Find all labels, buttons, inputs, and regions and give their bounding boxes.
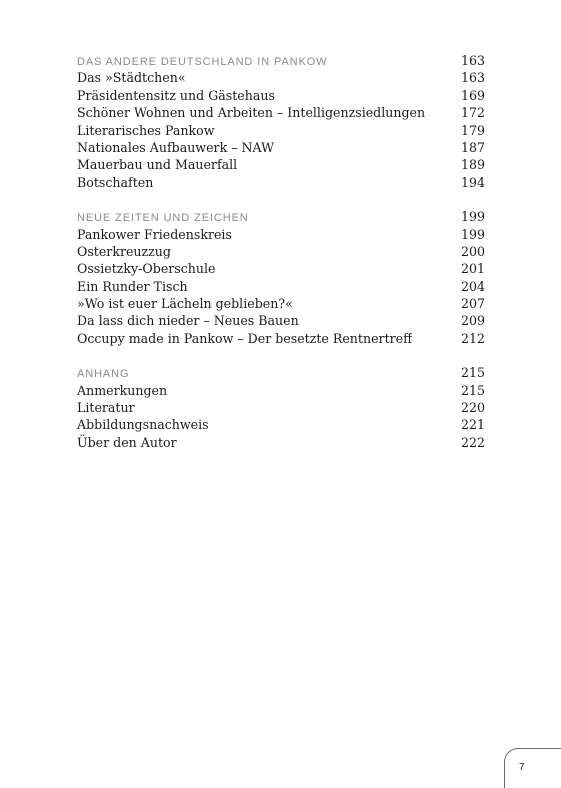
- toc-entry-title: Osterkreuzzug: [77, 243, 171, 259]
- toc-entry-page: 220: [460, 400, 485, 416]
- toc-entry-title: Ein Runder Tisch: [77, 278, 188, 294]
- toc-entry-page: 163: [460, 70, 485, 86]
- toc-entry-page: 200: [460, 243, 485, 259]
- section-heading: [77, 52, 485, 69]
- toc-entry: [77, 295, 485, 312]
- toc-entry: [77, 87, 485, 104]
- toc-entry-title: Mauerbau und Mauerfall: [77, 157, 238, 173]
- page-number: 7: [519, 762, 525, 773]
- section-heading-page: 163: [460, 53, 485, 68]
- toc-entry-title: Literatur: [77, 400, 135, 416]
- toc-entry-page: 221: [460, 417, 485, 433]
- toc-entry-page: 169: [460, 87, 485, 103]
- toc-entry-title: Da lass dich nieder – Neues Bauen: [77, 313, 299, 329]
- toc-entry: [77, 382, 485, 399]
- toc-entry-title: Schöner Wohnen und Arbeiten – Intelligenzsiedlungen: [77, 105, 426, 121]
- toc-entry-title: Occupy made in Pankow – Der besetzte Rentnertreff: [77, 330, 413, 346]
- toc-entry: [77, 156, 485, 173]
- toc-entry-page: 179: [460, 122, 485, 138]
- toc-entry-page: 172: [460, 105, 485, 121]
- toc-entry: [77, 139, 485, 156]
- toc-section-anhang: [77, 364, 485, 451]
- section-heading: [77, 208, 485, 225]
- toc-entry-title: Nationales Aufbauwerk – NAW: [77, 139, 275, 155]
- toc-entry-page: 212: [460, 330, 485, 346]
- section-heading-page: 199: [460, 209, 485, 225]
- toc-entry-title: Anmerkungen: [77, 382, 168, 398]
- page-number-tab: [504, 748, 561, 788]
- section-heading-title: NEUE ZEITEN UND ZEICHEN: [77, 212, 249, 225]
- toc-entry-page: 199: [460, 226, 485, 242]
- toc-section-das-andere-deutschland: [77, 52, 485, 191]
- toc-entry-page: 187: [460, 139, 485, 155]
- toc-entry-title: Botschaften: [77, 174, 154, 190]
- toc-entry-title: Abbildungsnachweis: [77, 417, 209, 433]
- toc-entry-title: Pankower Friedenskreis: [77, 226, 232, 242]
- toc-entry-title: Präsidentensitz und Gästehaus: [77, 87, 275, 103]
- toc-entry: [77, 330, 485, 347]
- toc-entry-title: Das »Städtchen«: [77, 70, 186, 86]
- toc-entry: [77, 434, 485, 451]
- toc-entry: [77, 278, 485, 295]
- toc-entry: [77, 243, 485, 260]
- toc-entry: [77, 312, 485, 329]
- toc-entry-page: 215: [460, 382, 485, 398]
- toc-entry: [77, 399, 485, 416]
- toc-entry-page: 189: [460, 157, 485, 173]
- section-heading-title: DAS ANDERE DEUTSCHLAND IN PANKOW: [77, 56, 328, 68]
- toc-entry-page: 222: [460, 434, 485, 450]
- toc-entry-page: 194: [460, 174, 485, 190]
- toc-entry-title: »Wo ist euer Lächeln geblieben?«: [77, 296, 293, 312]
- toc-entry: [77, 104, 485, 121]
- toc-entry-title: Literarisches Pankow: [77, 122, 215, 138]
- toc-entry: [77, 69, 485, 86]
- toc-entry-title: Ossietzky-Oberschule: [77, 261, 216, 277]
- toc-entry: [77, 122, 485, 139]
- section-heading-page: 215: [460, 365, 485, 381]
- toc-entry: [77, 174, 485, 191]
- toc-entry: [77, 416, 485, 433]
- table-of-contents: [77, 52, 485, 468]
- toc-entry: [77, 260, 485, 277]
- section-heading: [77, 364, 485, 381]
- toc-entry: [77, 226, 485, 243]
- section-heading-title: ANHANG: [77, 368, 130, 381]
- toc-section-neue-zeiten: [77, 208, 485, 347]
- toc-entry-page: 201: [460, 261, 485, 277]
- toc-entry-page: 209: [460, 313, 485, 329]
- toc-entry-page: 207: [460, 296, 485, 312]
- toc-entry-title: Über den Autor: [77, 434, 177, 450]
- toc-entry-page: 204: [460, 278, 485, 294]
